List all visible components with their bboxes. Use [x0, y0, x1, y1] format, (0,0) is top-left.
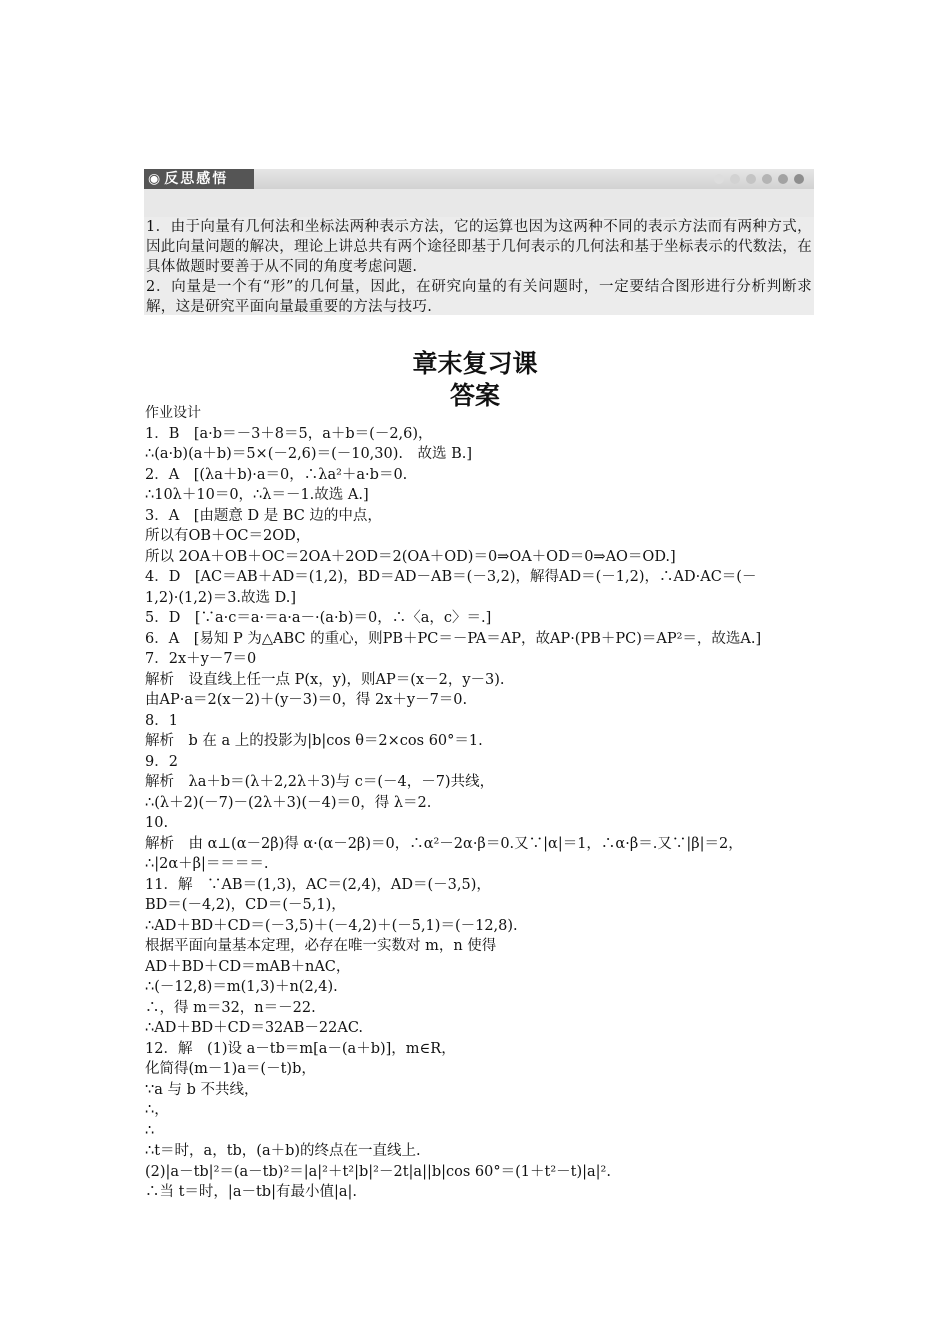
- answer-line: ∴(λ＋2)(－7)－(2λ＋3)(－4)＝0，得 λ＝2.: [145, 794, 432, 811]
- answer-line: ∴t＝时，a，tb，(a＋b)的终点在一直线上.: [145, 1143, 421, 1159]
- answer-line: ∴AD＋BD＋CD＝32AB－22AC.: [145, 1020, 364, 1036]
- answer-line: ∴当 t＝时，|a－tb|有最小值|a|.: [145, 1184, 357, 1200]
- decor-dot-icon: [714, 174, 724, 184]
- answer-lines: [145, 424, 813, 1203]
- answer-line: 12．解 (1)设 a－tb＝m[a－(a＋b)]，m∈R，: [145, 1040, 456, 1057]
- bullet-icon: ◉: [148, 171, 163, 187]
- decor-dot-icon: [794, 174, 804, 184]
- answer-line: ∴(a·b)(a＋b)＝5×(－2,6)＝(－10,30). 故选 B.]: [145, 446, 473, 462]
- answer-line: 6．A [易知 P 为△ABC 的重心，则PB＋PC＝－PA＝AP，故AP·(PB＋PC)＝AP²＝，故选A.]: [145, 630, 762, 647]
- answer-body: [145, 403, 813, 1203]
- answer-line: 所以 2OA＋OB＋OC＝2OA＋2OD＝2(OA＋OD)＝0⇒OA＋OD＝0⇒AO＝OD.]: [145, 548, 676, 565]
- reflection-box: [144, 217, 814, 315]
- chapter-title: 章末复习课: [412, 349, 538, 378]
- answer-line: ∴，: [145, 1102, 169, 1118]
- answer-line: 3．A [由题意 D 是 BC 边的中点，: [145, 507, 382, 524]
- answer-line: 1．B [a·b＝－3＋8＝5，a＋b＝(－2,6)，: [145, 425, 433, 442]
- answer-line: ∵a 与 b 不共线，: [145, 1081, 259, 1098]
- answer-line: 解析 λa＋b＝(λ＋2,2λ＋3)与 c＝(－4，－7)共线，: [145, 774, 495, 790]
- reflection-banner: [144, 169, 814, 217]
- answer-line: AD＋BD＋CD＝mAB＋nAC，: [145, 958, 351, 975]
- answer-line: ∴|2α＋β|＝＝＝＝.: [145, 856, 269, 872]
- reflection-paragraph-2: 2．向量是一个有“形”的几何量，因此，在研究向量的有关问题时，一定要结合图形进行分析判断求解，这是研究平面向量最重要的方法与技巧.: [146, 279, 812, 315]
- answer-line: (2)|a－tb|²＝(a－tb)²＝|a|²＋t²|b|²－2t|a||b|cos 60°＝(1＋t²－t)|a|².: [145, 1163, 611, 1180]
- banner-underlay: [144, 189, 814, 217]
- answer-line: 10.: [145, 815, 169, 831]
- decor-dot-icon: [730, 174, 740, 184]
- answer-line: 根据平面向量基本定理，必存在唯一实数对 m，n 使得: [145, 938, 497, 954]
- answer-line: 11．解 ∵AB＝(1,3)，AC＝(2,4)，AD＝(－3,5)，: [145, 876, 491, 893]
- answer-line: ∴: [145, 1122, 155, 1139]
- answer-line: 5．D [∵a·c＝a·＝a·a－·(a·b)＝0，∴〈a，c〉＝.]: [145, 610, 492, 626]
- answer-line: 4．D [AC＝AB＋AD＝(1,2)，BD＝AD－AB＝(－3,2)，解得AD＝(－1,2)，∴AD·AC＝(－1,2)·(1,2)＝3.故选 D.]: [145, 569, 757, 606]
- answer-line: 由AP·a＝2(x－2)＋(y－3)＝0，得 2x＋y－7＝0.: [145, 692, 468, 708]
- answer-line: 解析 设直线上任一点 P(x，y)，则AP＝(x－2，y－3).: [145, 671, 505, 688]
- answer-line: ∴(－12,8)＝m(1,3)＋n(2,4).: [145, 979, 338, 995]
- banner-label: 反思感悟: [164, 171, 229, 187]
- reflection-paragraph-1: 1．由于向量有几何法和坐标法两种表示方法，它的运算也因为这两种不同的表示方法而有两种方式，因此向量问题的解决，理论上讲总共有两个途径即基于几何表示的几何法和基于坐标表示的代数法，在具体做题时要善于从不同的角度考虑问题.: [146, 219, 812, 275]
- answer-line: 解析 b 在 a 上的投影为|b|cos θ＝2×cos 60°＝1.: [145, 733, 483, 749]
- answer-line: ∴10λ＋10＝0，∴λ＝－1.故选 A.]: [145, 487, 369, 503]
- decor-dot-icon: [746, 174, 756, 184]
- answer-line: ∴，得 m＝32，n＝－22.: [145, 999, 316, 1016]
- banner-dots: [714, 174, 804, 184]
- answer-line: 化简得(m－1)a＝(－t)b，: [145, 1061, 316, 1077]
- answer-line: 2．A [(λa＋b)·a＝0，∴λa²＋a·b＝0.: [145, 466, 408, 483]
- answer-line: 8．1: [145, 712, 178, 729]
- answer-line: BD＝(－4,2)，CD＝(－5,1)，: [145, 897, 346, 913]
- decor-dot-icon: [778, 174, 788, 184]
- answer-line: 7．2x＋y－7＝0: [145, 651, 257, 667]
- section-heading: 作业设计: [145, 405, 201, 421]
- answer-line: ∴AD＋BD＋CD＝(－3,5)＋(－4,2)＋(－5,1)＝(－12,8).: [145, 917, 518, 934]
- answer-line: 所以有OB＋OC＝2OD，: [145, 528, 311, 544]
- banner-tab: [144, 169, 254, 189]
- answer-line: 9．2: [145, 753, 178, 770]
- decor-dot-icon: [762, 174, 772, 184]
- answer-line: 解析 由 α⊥(α－2β)得 α·(α－2β)＝0，∴α²－2α·β＝0.又∵|α|＝1，∴α·β＝.又∵|β|＝2，: [145, 835, 743, 852]
- answer-title: 答案: [449, 381, 500, 410]
